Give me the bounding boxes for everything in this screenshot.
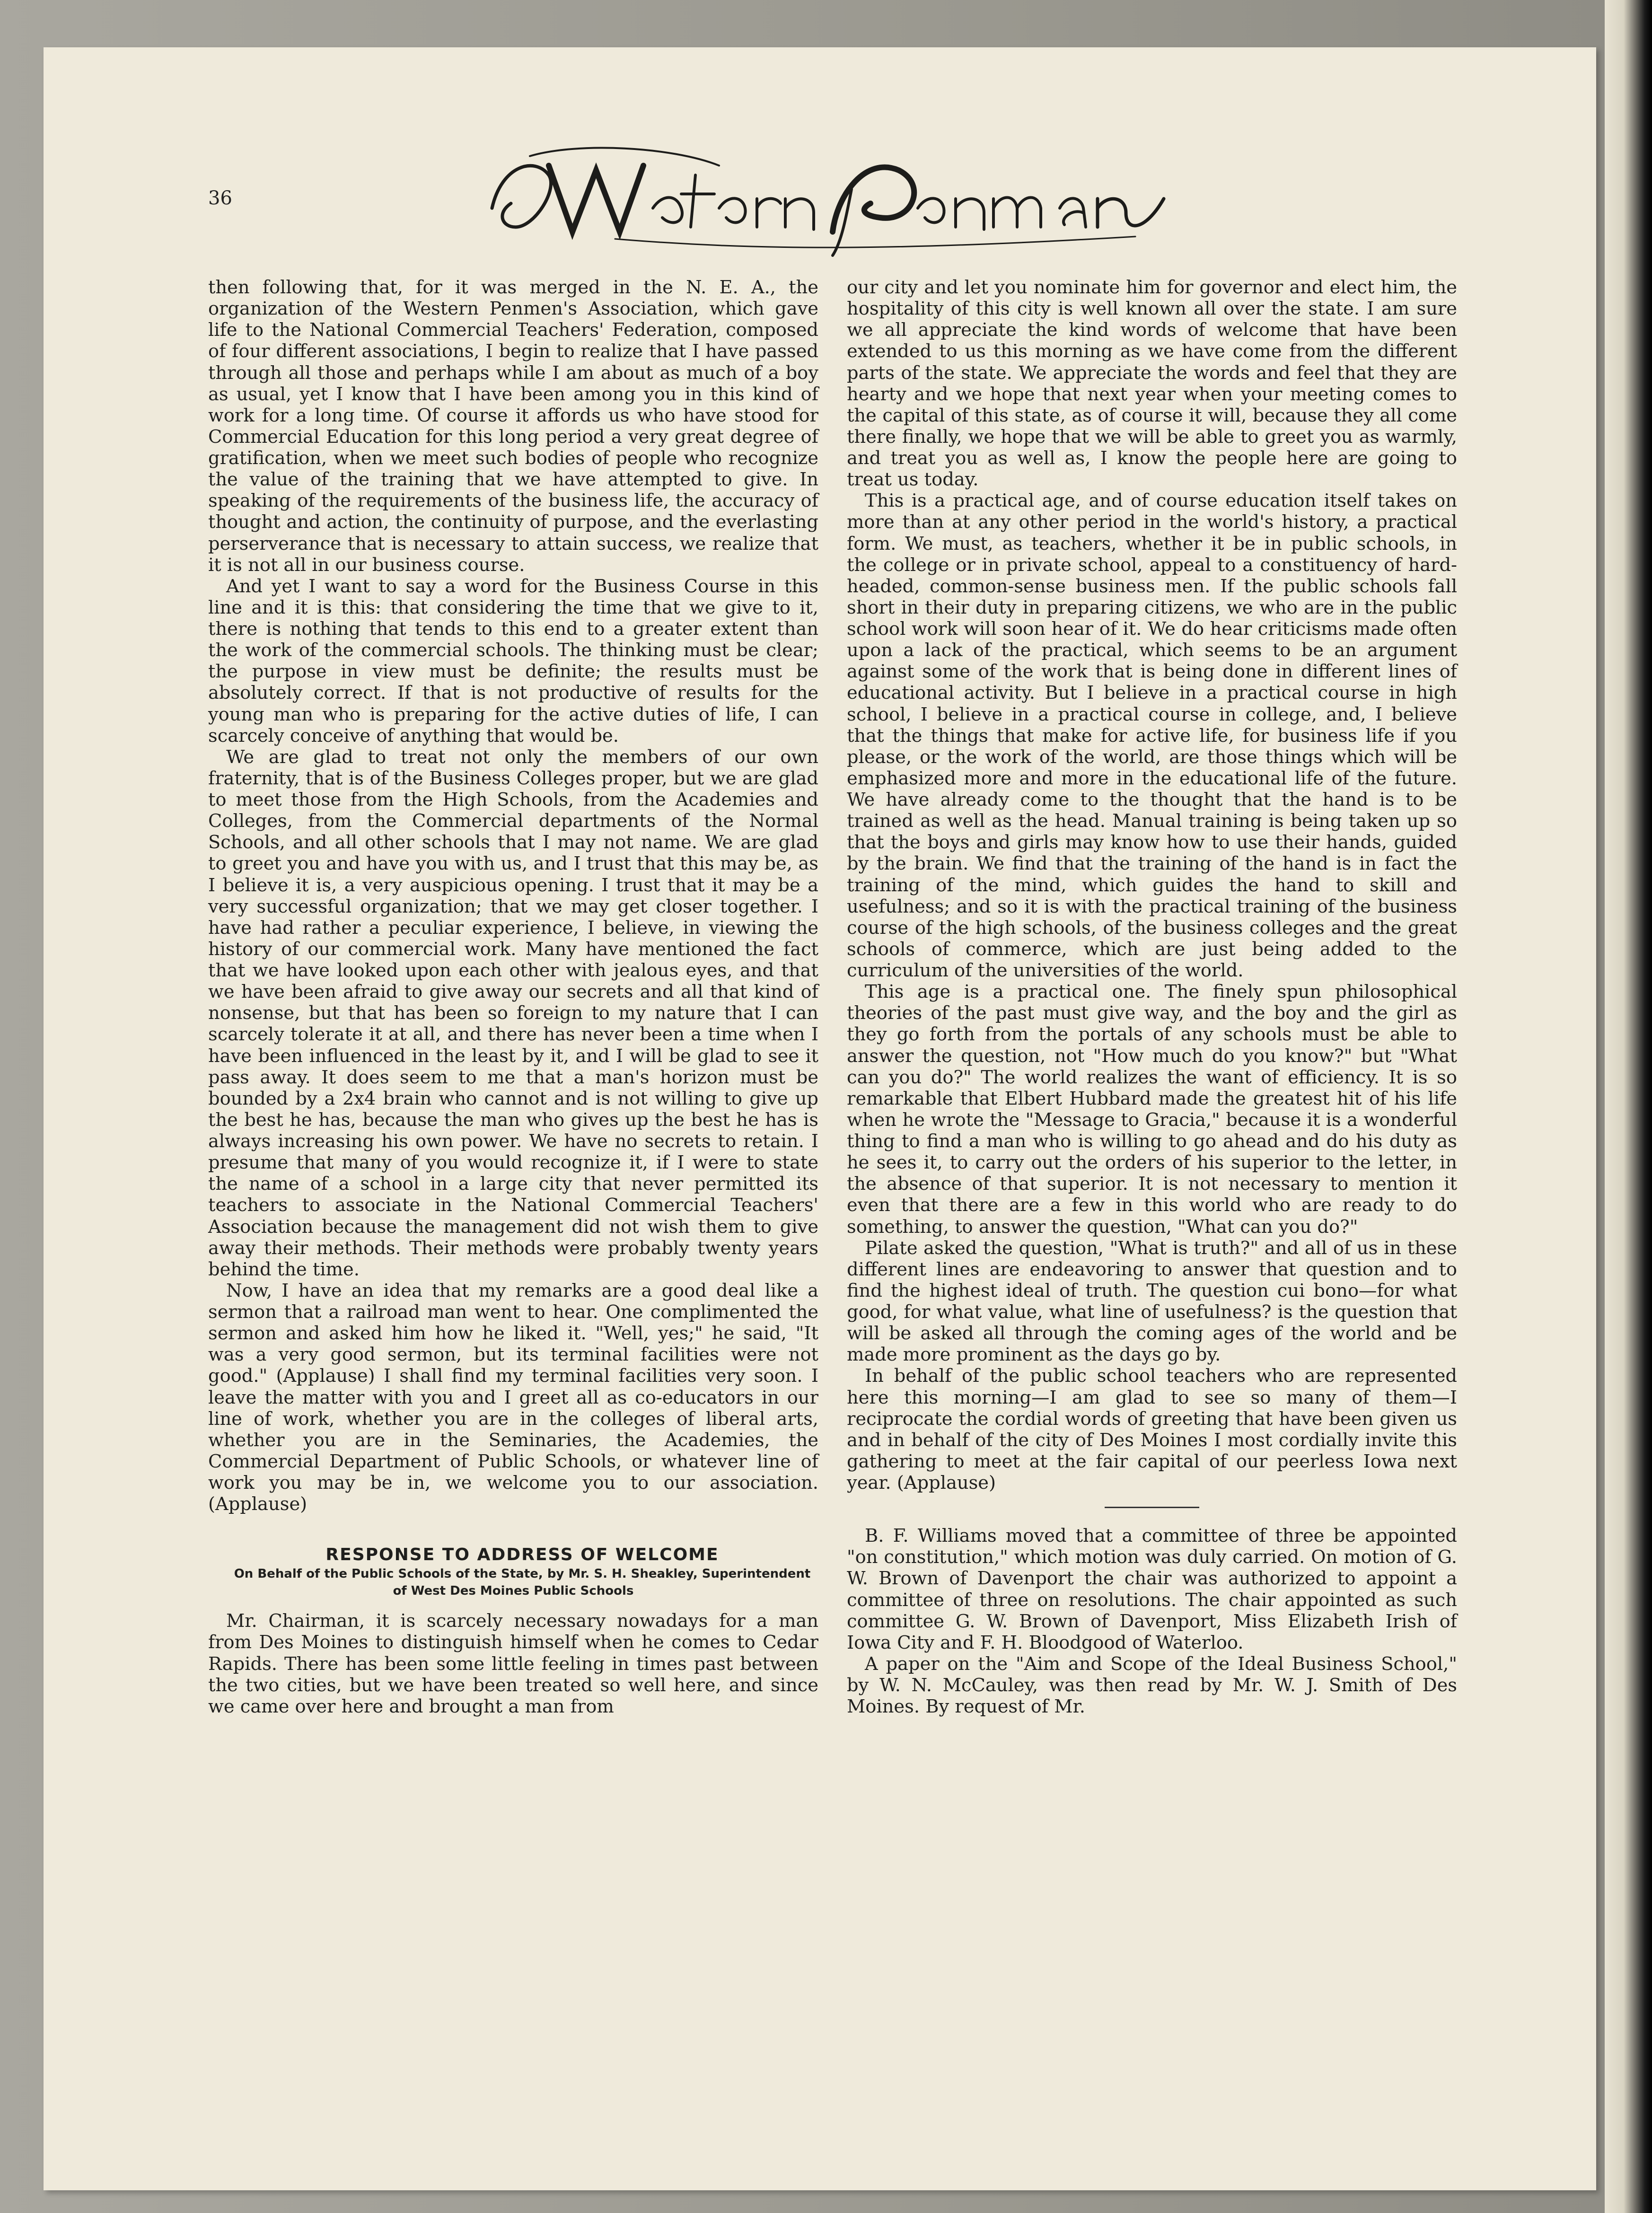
section-paragraph: Mr. Chairman, it is scarcely necessary nowadays for a man from Des Moines to distinguish himself when he comes to Cedar Rapids. There has been some little feeling in times past between the two cities, but we have been treated so well here, and since we came over here and brought a man from <box>208 1610 818 1717</box>
left-paragraph-2: And yet I want to say a word for the Business Course in this line and it is this: that considering the time that we give to it, there is nothing that tends to this end to a greater extent than the work of the commercial schools. The thinking must be clear; the purpose in view must be definite; the results must be absolutely correct. If that is not productive of results for the young man who is preparing for the active duties of life, I can scarcely conceive of anything that would be. <box>208 575 818 746</box>
rule-spacer-top <box>847 1493 1457 1507</box>
left-column <box>208 277 818 1717</box>
page-number: 36 <box>208 187 232 209</box>
next-page-edge <box>1605 0 1652 2213</box>
section-heading: RESPONSE TO ADDRESS OF WELCOME <box>325 1545 719 1565</box>
left-paragraph-3: We are glad to treat not only the members of our own fraternity, that is of the Business Colleges proper, but we are glad to meet those from the High Schools, from the Academies and Colleges, from the Commercial departments of the Normal Schools, and all other schools that I may not name. We are glad to greet you and have you with us, and I trust that this may be, as I believe it is, a very auspicious opening. I trust that it may be a very successful organization; that we may get closer together. I have had rather a peculiar experience, I believe, in viewing the history of our commercial work. Many have mentioned the fact that we have looked upon each other with jealous eyes, and that we have been afraid to give away our secrets and all that kind of nonsense, but that has been so foreign to my nature that I can scarcely tolerate it at all, and there has never been a time when I have been influenced in the least by it, and I will be glad to see it pass away. It does seem to me that a man's horizon must be bounded by a 2x4 brain who cannot and is not willing to give up the best he has, because the man who gives up the best he has is always increasing his own power. We have no secrets to retain. I presume that many of you would recognize it, if I were to state the name of a school in a large city that never permitted its teachers to associate in the National Commercial Teachers' Association because the management did not wish them to give away their methods. Their methods were probably twenty years behind the time. <box>208 746 818 1280</box>
right-paragraph-7: A paper on the "Aim and Scope of the Ideal Business School," by W. N. McCauley, was then read by Mr. W. J. Smith of Des Moines. By request of Mr. <box>847 1653 1457 1718</box>
section-spacer <box>208 1515 818 1545</box>
rule-spacer-bottom <box>847 1508 1457 1525</box>
right-paragraph-3: This age is a practical one. The finely spun philosophical theories of the past must give way, and the boy and the girl as they go forth from the portals of any schools must be able to answer the question, not "How much do you know?" but "What can you do?" The world realizes the want of efficiency. It is so remarkable that Elbert Hubbard made the greatest hit of his life when he wrote the "Message to Gracia," because it is a wonderful thing to find a man who is willing to go ahead and do his duty as he sees it, to carry out the orders of his superior to the letter, in the absence of that superior. It is not necessary to mention it even that there are a few in this world who are ready to do something, to answer the question, "What can you do?" <box>847 981 1457 1238</box>
right-paragraph-6: B. F. Williams moved that a committee of three be appointed "on constitution," which motion was duly carried. On motion of G. W. Brown of Davenport the chair was authorized to appoint a committee of three on resolutions. The chair appointed as such committee G. W. Brown of Davenport, Miss Elizabeth Irish of Iowa City and F. H. Bloodgood of Waterloo. <box>847 1525 1457 1653</box>
section-subheading: On Behalf of the Public Schools of the State, by Mr. S. H. Sheakley, Superintendent of West Des Moines Public Schools <box>234 1566 811 1598</box>
right-paragraph-5: In behalf of the public school teachers who are represented here this morning—I am glad to see so many of them—I reciprocate the cordial words of greeting that have been given us and in behalf of the city of Des Moines I most cordially invite this gathering to meet at the fair capital of our peerless Iowa next year. (Applause) <box>847 1365 1457 1493</box>
section-spacer-2 <box>208 1600 818 1610</box>
right-column <box>847 277 1457 1717</box>
right-paragraph-2: This is a practical age, and of course education itself takes on more than at any other period in the world's history, a practical form. We must, as teachers, whether it be in public schools, in the college or in private school, appeal to a constituency of hard-headed, common-sense business men. If the public schools fall short in their duty in preparing citizens, we who are in the public school work will soon hear of it. We do hear criticisms made often upon a lack of the practical, which seems to be an argument against some of the work that is being done in different lines of educational activity. But I believe in a practical course in high school, I believe in a practical course in college, and, I believe that the things that make for active life, for business life if you please, or the work of the world, are those things which will be emphasized more and more in the educational life of the future. We have already come to the thought that the hand is to be trained as well as the head. Manual training is being taken up so that the boys and girls may know how to use their hands, guided by the brain. We find that the training of the hand is in fact the training of the mind, which guides the hand to skill and usefulness; and so it is with the practical training of the business course of the high schools, of the business colleges and the great schools of commerce, which are just being added to the curriculum of the universities of the world. <box>847 490 1457 981</box>
right-paragraph-4: Pilate asked the question, "What is truth?" and all of us in these different lines are endeavoring to answer that question and to find the highest ideal of truth. The question cui bono—for what good, for what value, what line of usefulness? is the question that will be asked all through the coming ages of the world and be made more prominent as the days go by. <box>847 1237 1457 1366</box>
masthead-logo <box>473 137 1183 260</box>
right-paragraph-1: our city and let you nominate him for governor and elect him, the hospitality of this city is well known all over the state. I am sure we all appreciate the kind words of welcome that have been extended to us this morning as we have come from the different parts of the state. We appreciate the words and feel that they are hearty and we hope that next year when your meeting comes to the capital of this state, as of course it will, because they all come there finally, we hope that we will be able to greet you as warmly, and treat you as well as, I know the people here are going to treat us today. <box>847 277 1457 491</box>
left-paragraph-1: then following that, for it was merged in the N. E. A., the organization of the Western Penmen's Association, which gave life to the National Commercial Teachers' Federation, composed of four different associations, I begin to realize that I have passed through all those and perhaps while I am about as much of a boy as usual, yet I know that I have been among you in this kind of work for a long time. Of course it affords us who have stood for Commercial Education for this long period a very great degree of gratification, when we meet such bodies of people who recognize the value of the training that we have attempted to give. In speaking of the requirements of the business life, the accuracy of thought and action, the continuity of purpose, and the everlasting perserverance that is necessary to attain success, we realize that it is not all in our business course. <box>208 277 818 576</box>
left-paragraph-4: Now, I have an idea that my remarks are a good deal like a sermon that a railroad man went to hear. One complimented the sermon and asked him how he liked it. "Well, yes;" he said, "It was a very good sermon, but its terminal facilities were not good." (Applause) I shall find my terminal facilities very soon. I leave the matter with you and I greet all as co-educators in our line of work, whether you are in the colleges of liberal arts, whether you are in the Seminaries, the Academies, the Commercial Department of Public Schools, or whatever line of work you may be in, we welcome you to our association. (Applause) <box>208 1280 818 1515</box>
